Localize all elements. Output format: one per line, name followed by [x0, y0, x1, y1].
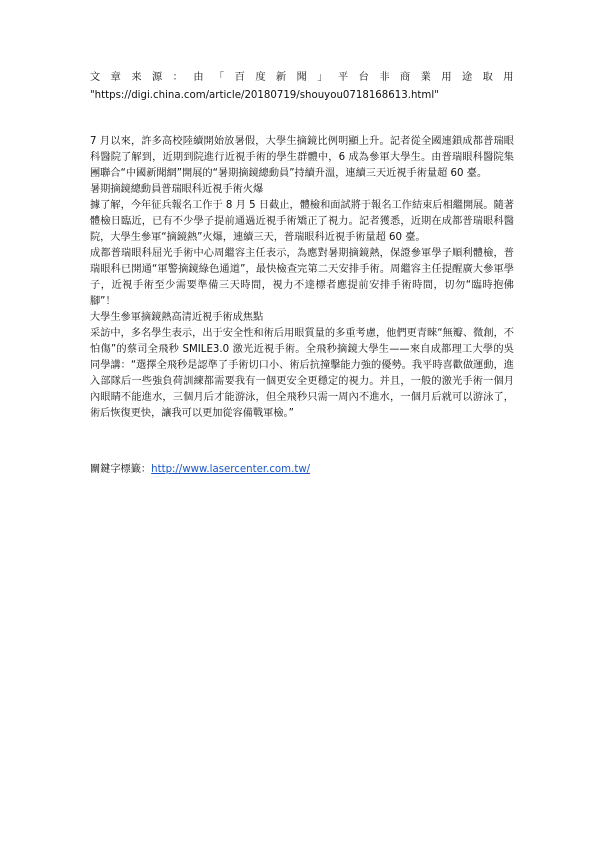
article-paragraph: 據了解，今年征兵報名工作于 8 月 5 日截止，體檢和面試將于報名工作結束后相繼開展。隨著體檢日臨近，已有不少學子提前通過近視手術矯正了視力。記者獲悉，近期在成都普瑞眼科醫院，大學生參軍“摘鏡熱”火爆，連續三天，普瑞眼科近視手術量超 60 臺。 — [90, 200, 514, 243]
article-paragraph: 采訪中，多名學生表示，出于安全性和術后用眼質量的多重考慮，他們更青睞“無瓣、微創，不怕傷”的蔡司全飛秒 SMILE3.0 激光近視手術。全飛秒摘鏡大學生——來自成都理工大學的吳同學講：“選擇全飛秒是認準了手術切口小、術后抗撞擊能力強的優勢。我平時喜歡做運動，進入部隊后一些強負荷訓練都需要我有一個更安全更穩定的視力。并且，一般的激光手術一個月內眼睛不能進水，三個月后才能游泳，但全飛秒只需一周內不進水，一個月后就可以游泳了，術后恢復更快，讓我可以更加從容備戰軍檢。” — [90, 328, 514, 419]
article-body — [90, 134, 514, 422]
article-paragraph: 成都普瑞眼科屈光手術中心周繼容主任表示，為應對暑期摘鏡熱，保證參軍學子順利體檢，普瑞眼科已開通“軍警摘鏡綠色通道”，最快檢查完第二天安排手術。周繼容主任提醒廣大參軍學子，近視手術至少需要準備三天時間，視力不達標者應提前安排手術時間，切勿“臨時抱佛腳”！ — [90, 248, 514, 307]
source-url: "https://digi.china.com/article/20180719/shouyou0718168613.html" — [90, 90, 439, 101]
keywords-link[interactable]: http://www.lasercenter.com.tw/ — [151, 464, 311, 475]
article-subheading: 暑期摘鏡總動員普瑞眼科近視手術火爆 — [90, 184, 264, 195]
keywords-label: 關鍵字標籤： — [90, 464, 152, 475]
keywords-row — [90, 462, 514, 478]
source-attribution: 文章来源：由「百度新聞」平台非商業用途取用 — [90, 72, 514, 83]
document-page — [90, 70, 514, 478]
article-subheading: 大學生參軍摘鏡熱高清近視手術成焦點 — [90, 312, 264, 323]
article-paragraph: 7 月以來，許多高校陸續開始放暑假，大學生摘鏡比例明顯上升。記者從全國連鎖成都普瑞眼科醫院了解到，近期到院進行近視手術的學生群體中，6 成為參軍大學生。由普瑞眼科醫院集團聯合“中國新聞網”開展的“暑期摘鏡總動員”持續升溫，連續三天近視手術量超 60 臺。 — [90, 136, 514, 179]
